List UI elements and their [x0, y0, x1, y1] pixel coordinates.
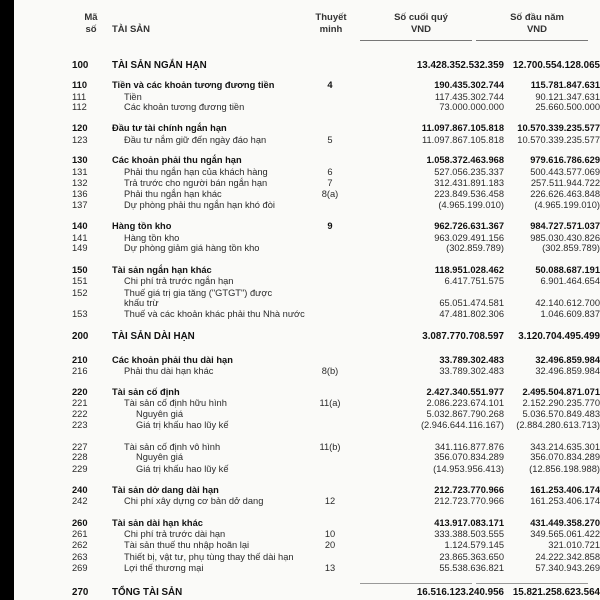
row-value-end-quarter: 23.865.363.650	[439, 552, 504, 562]
row-value-begin-year: 57.340.943.269	[535, 563, 600, 573]
row-value-begin-year: (302.859.789)	[542, 243, 600, 253]
col-header-code	[76, 12, 106, 36]
row-note: 8(b)	[321, 366, 339, 376]
row-value-begin-year: 257.511.944.722	[530, 178, 600, 188]
row-value-end-quarter: 11.097.867.105.818	[421, 123, 504, 133]
row-code: 140	[72, 221, 88, 231]
row-asset-name: Tài sản cố định hữu hình	[124, 398, 227, 408]
row-asset-name: Chi phí trả trước dài hạn	[124, 529, 226, 539]
row-value-begin-year: 6.901.464.654	[540, 276, 600, 286]
row-value-begin-year: 161.253.406.174	[530, 485, 600, 495]
row-asset-name: Nguyên giá	[136, 452, 184, 462]
row-asset-name: Dự phòng giảm giá hàng tồn kho	[124, 243, 260, 253]
row-code: 130	[72, 155, 88, 165]
row-asset-name: Đầu tư nắm giữ đến ngày đáo hạn	[124, 135, 267, 145]
row-value-end-quarter: 962.726.631.367	[434, 221, 504, 231]
row-code: 151	[72, 276, 88, 286]
row-asset-name: Dự phòng phải thu ngắn hạn khó đòi	[124, 200, 275, 210]
row-value-begin-year: 24.222.342.858	[535, 552, 600, 562]
row-value-begin-year: 90.121.347.631	[535, 92, 600, 102]
row-asset-name: Nguyên giá	[136, 409, 184, 419]
row-code: 210	[72, 355, 88, 365]
col-header-end-line1: Số cuối quý	[394, 12, 448, 23]
total-separator-end	[360, 583, 472, 584]
row-code: 269	[72, 563, 88, 573]
row-value-end-quarter: 212.723.770.966	[434, 485, 504, 495]
row-code: 141	[72, 233, 88, 243]
row-note: 10	[324, 529, 336, 539]
row-value-end-quarter: 5.032.867.790.268	[426, 409, 504, 419]
row-note: 4	[327, 80, 333, 90]
row-value-begin-year: 500.443.577.069	[530, 167, 600, 177]
row-value-begin-year: 25.660.500.000	[535, 102, 600, 112]
row-note: 8(a)	[321, 189, 339, 199]
row-asset-name: Trả trước cho người bán ngắn hạn	[124, 178, 268, 188]
row-code: 229	[72, 464, 88, 474]
row-value-end-quarter: 3.087.770.708.597	[422, 331, 504, 342]
row-note: 11(a)	[319, 398, 341, 408]
row-note: 13	[324, 563, 336, 573]
row-code: 223	[72, 420, 88, 430]
row-asset-name: Tài sản dài hạn khác	[112, 518, 203, 528]
row-value-begin-year: 42.140.612.700	[535, 298, 600, 308]
row-code: 112	[72, 102, 87, 112]
row-value-begin-year: 985.030.430.826	[530, 233, 600, 243]
row-code: 131	[72, 167, 88, 177]
col-header-begin	[482, 12, 592, 36]
row-asset-name: Phải thu ngắn hạn khác	[124, 189, 222, 199]
row-code: 263	[72, 552, 88, 562]
row-value-begin-year: 32.496.859.984	[535, 366, 600, 376]
row-asset-name: Giá trị khấu hao lũy kế	[136, 420, 229, 430]
row-code: 270	[72, 587, 89, 598]
row-value-end-quarter: 2.086.223.674.101	[426, 398, 504, 408]
row-value-end-quarter: 527.056.235.337	[434, 167, 504, 177]
col-header-begin-line2: VND	[526, 24, 548, 35]
row-value-begin-year: (2.884.280.613.713)	[516, 420, 600, 430]
row-code: 111	[72, 92, 87, 102]
row-code: 228	[72, 452, 88, 462]
row-note: 20	[324, 540, 336, 550]
row-value-end-quarter: 963.029.491.156	[434, 233, 504, 243]
row-value-end-quarter: 73.000.000.000	[439, 102, 504, 112]
row-value-end-quarter: 118.951.028.462	[434, 265, 504, 275]
row-value-begin-year: 32.496.859.984	[535, 355, 600, 365]
row-value-begin-year: 226.626.463.848	[530, 189, 600, 199]
row-code: 136	[72, 189, 88, 199]
row-code: 240	[72, 485, 88, 495]
row-asset-name: Tài sản dở dang dài hạn	[112, 485, 219, 495]
row-value-begin-year: 431.449.358.270	[530, 518, 600, 528]
row-code: 227	[72, 442, 88, 452]
row-note: 6	[327, 167, 333, 177]
row-value-end-quarter: 356.070.834.289	[434, 452, 504, 462]
row-code: 152	[72, 288, 88, 298]
row-value-end-quarter: 33.789.302.483	[439, 355, 504, 365]
row-asset-name: Thiết bị, vật tư, phụ tùng thay thế dài hạn	[124, 552, 294, 562]
row-value-begin-year: 984.727.571.037	[530, 221, 600, 231]
row-value-begin-year: 2.152.290.235.770	[522, 398, 600, 408]
row-value-end-quarter: 1.058.372.463.968	[426, 155, 504, 165]
row-code: 100	[72, 60, 89, 71]
row-value-begin-year: 115.781.847.631	[530, 80, 600, 90]
row-value-end-quarter: (4.965.199.010)	[438, 200, 504, 210]
row-value-end-quarter: 333.388.503.555	[434, 529, 504, 539]
row-asset-name: Giá trị khấu hao lũy kế	[136, 464, 229, 474]
row-value-end-quarter: 47.481.802.306	[439, 309, 504, 319]
row-value-end-quarter: 55.538.636.821	[439, 563, 504, 573]
row-asset-name: Các khoản tương đương tiền	[124, 102, 245, 112]
row-asset-name: Tài sản cố định	[112, 387, 180, 397]
col-header-code-line1: Mã	[84, 12, 98, 23]
row-value-end-quarter: 312.431.891.183	[434, 178, 504, 188]
row-value-end-quarter: 11.097.867.105.818	[421, 135, 504, 145]
col-header-begin-line1: Số đầu năm	[510, 12, 564, 23]
row-value-begin-year: 12.700.554.128.065	[512, 60, 600, 71]
row-code: 132	[72, 178, 88, 188]
row-code: 261	[72, 529, 88, 539]
row-asset-name: Hàng tồn kho	[124, 233, 180, 243]
col-header-note-line1: Thuyết	[315, 12, 347, 23]
row-code: 220	[72, 387, 88, 397]
row-code: 222	[72, 409, 88, 419]
row-value-begin-year: 979.616.786.629	[530, 155, 600, 165]
row-value-begin-year: 3.120.704.495.499	[518, 331, 600, 342]
row-value-end-quarter: 223.849.536.458	[434, 189, 504, 199]
row-value-begin-year: 50.088.687.191	[535, 265, 600, 275]
row-value-begin-year: (12.856.198.988)	[529, 464, 600, 474]
row-code: 221	[72, 398, 88, 408]
row-value-end-quarter: (302.859.789)	[446, 243, 504, 253]
row-note: 12	[324, 496, 336, 506]
row-asset-name: Tài sản ngắn hạn khác	[112, 265, 212, 275]
header-underline-begin	[476, 40, 588, 41]
row-asset-name: Tiền và các khoản tương đương tiền	[112, 80, 275, 90]
row-asset-name: TÀI SẢN NGẮN HẠN	[112, 60, 207, 71]
row-value-begin-year: (4.965.199.010)	[534, 200, 600, 210]
row-note: 11(b)	[319, 442, 341, 452]
row-value-end-quarter: 212.723.770.966	[434, 496, 504, 506]
row-value-end-quarter: 6.417.751.575	[444, 276, 504, 286]
col-header-asset: TÀI SẢN	[112, 24, 150, 35]
row-code: 150	[72, 265, 88, 275]
row-code: 216	[72, 366, 88, 376]
row-value-end-quarter: 65.051.474.581	[439, 298, 504, 308]
row-asset-name: Hàng tồn kho	[112, 221, 172, 231]
row-asset-name: TỔNG TÀI SẢN	[112, 587, 183, 598]
row-value-end-quarter: 341.116.877.876	[434, 442, 504, 452]
row-value-begin-year: 356.070.834.289	[530, 452, 600, 462]
row-asset-name: Chi phí xây dựng cơ bản dở dang	[124, 496, 264, 506]
row-value-end-quarter: 190.435.302.744	[434, 80, 504, 90]
row-value-begin-year: 2.495.504.871.071	[522, 387, 600, 397]
row-asset-name: Chi phí trả trước ngắn hạn	[124, 276, 234, 286]
row-asset-name: Phải thu dài hạn khác	[124, 366, 214, 376]
row-asset-name: Lợi thế thương mại	[124, 563, 204, 573]
row-code: 120	[72, 123, 88, 133]
row-value-end-quarter: 413.917.083.171	[434, 518, 504, 528]
row-code: 262	[72, 540, 88, 550]
row-value-end-quarter: 33.789.302.483	[439, 366, 504, 376]
balance-sheet-page	[14, 0, 600, 600]
row-asset-name: Phải thu ngắn hạn của khách hàng	[124, 167, 268, 177]
row-asset-name: khấu trừ	[124, 298, 159, 308]
row-asset-name: TÀI SẢN DÀI HẠN	[112, 331, 195, 342]
row-asset-name: Các khoản phải thu ngắn hạn	[112, 155, 242, 165]
row-value-begin-year: 1.046.609.837	[540, 309, 600, 319]
row-code: 200	[72, 331, 89, 342]
row-value-end-quarter: 13.428.352.532.359	[416, 60, 504, 71]
col-header-note-line2: minh	[319, 24, 343, 35]
row-code: 123	[72, 135, 88, 145]
row-code: 153	[72, 309, 88, 319]
row-note: 5	[327, 135, 333, 145]
row-code: 260	[72, 518, 88, 528]
row-asset-name: Đầu tư tài chính ngắn hạn	[112, 123, 227, 133]
row-value-end-quarter: (14.953.956.413)	[433, 464, 504, 474]
row-code: 137	[72, 200, 88, 210]
row-asset-name: Tiền	[124, 92, 142, 102]
row-value-begin-year: 343.214.635.301	[530, 442, 600, 452]
row-value-end-quarter: 2.427.340.551.977	[426, 387, 504, 397]
row-value-begin-year: 161.253.406.174	[530, 496, 600, 506]
row-asset-name: Các khoản phải thu dài hạn	[112, 355, 233, 365]
row-code: 149	[72, 243, 88, 253]
col-header-code-line2: số	[85, 24, 97, 35]
row-asset-name: Thuế và các khoản khác phải thu Nhà nước	[124, 309, 305, 319]
row-value-begin-year: 15.821.258.623.564	[512, 587, 600, 598]
row-value-end-quarter: 1.124.579.145	[444, 540, 504, 550]
row-value-begin-year: 5.036.570.849.483	[522, 409, 600, 419]
header-underline-end	[360, 40, 472, 41]
row-value-begin-year: 10.570.339.235.577	[517, 123, 600, 133]
row-note: 9	[327, 221, 333, 231]
row-asset-name: Tài sản cố định vô hình	[124, 442, 221, 452]
col-header-note	[304, 12, 358, 36]
row-code: 110	[72, 80, 87, 90]
col-header-end-line2: VND	[410, 24, 432, 35]
row-value-begin-year: 349.565.061.422	[530, 529, 600, 539]
row-note: 7	[327, 178, 333, 188]
row-asset-name: Tài sản thuế thu nhập hoãn lại	[124, 540, 250, 550]
total-separator-begin	[476, 583, 588, 584]
row-value-end-quarter: 117.435.302.744	[434, 92, 504, 102]
row-value-end-quarter: (2.946.644.116.167)	[420, 420, 504, 430]
row-value-begin-year: 10.570.339.235.577	[517, 135, 600, 145]
row-code: 242	[72, 496, 88, 506]
row-value-begin-year: 321.010.721	[548, 540, 600, 550]
row-asset-name: Thuế giá trị gia tăng ("GTGT") được	[124, 288, 273, 298]
row-value-end-quarter: 16.516.123.240.956	[416, 587, 504, 598]
col-header-end	[366, 12, 476, 36]
